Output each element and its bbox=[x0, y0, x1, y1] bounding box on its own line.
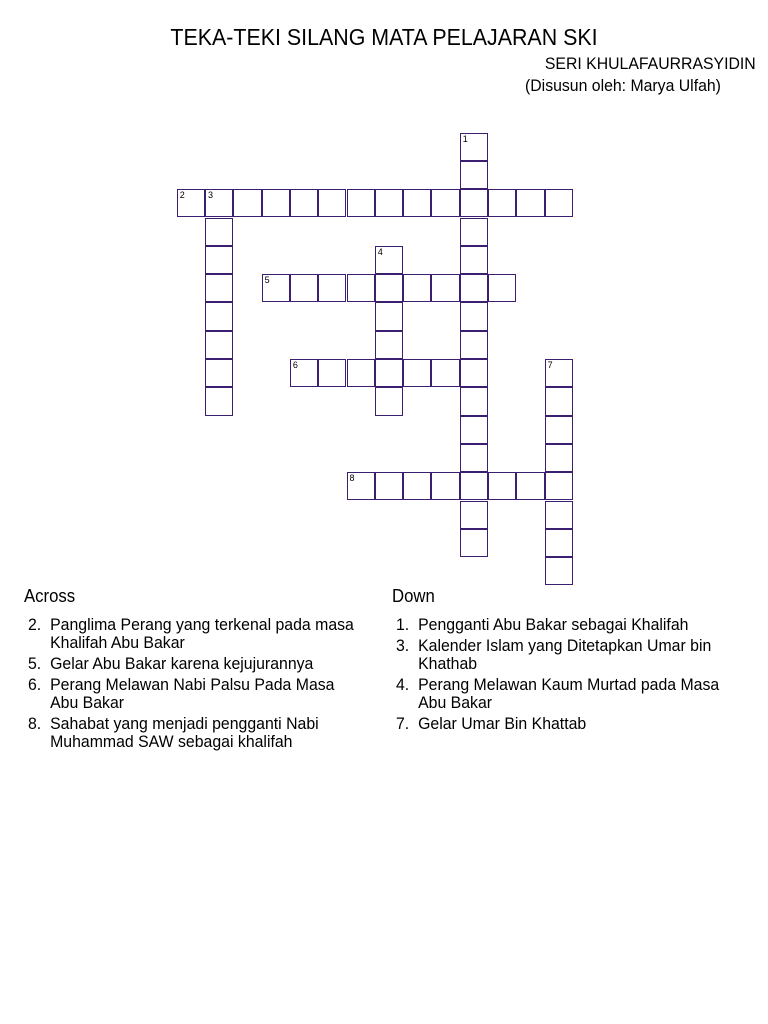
grid-cell[interactable] bbox=[545, 416, 573, 444]
down-clue bbox=[396, 715, 737, 733]
grid-cell[interactable] bbox=[262, 274, 290, 302]
grid-cell[interactable] bbox=[545, 189, 573, 217]
grid-cell[interactable] bbox=[375, 246, 403, 274]
grid-cell[interactable] bbox=[545, 529, 573, 557]
grid-cell[interactable] bbox=[205, 359, 233, 387]
across-clue bbox=[28, 715, 359, 751]
grid-cell[interactable] bbox=[177, 189, 205, 217]
clue-number: 4 bbox=[377, 246, 383, 257]
grid-cell[interactable] bbox=[460, 218, 488, 246]
clue-text: Perang Melawan Kaum Murtad pada Masa Abu Bakar bbox=[418, 676, 720, 712]
grid-cell[interactable] bbox=[431, 359, 459, 387]
grid-cell[interactable] bbox=[347, 472, 375, 500]
grid-cell[interactable] bbox=[545, 359, 573, 387]
clue-number-label: 3. bbox=[396, 637, 410, 655]
grid-cell[interactable] bbox=[545, 557, 573, 585]
grid-cell[interactable] bbox=[375, 472, 403, 500]
grid-cell[interactable] bbox=[318, 189, 346, 217]
clue-number: 6 bbox=[292, 360, 298, 370]
grid-cell[interactable] bbox=[347, 359, 375, 387]
grid-cell[interactable] bbox=[460, 444, 488, 472]
grid-cell[interactable] bbox=[516, 472, 544, 500]
grid-cell[interactable] bbox=[460, 246, 488, 274]
clue-text: Perang Melawan Nabi Palsu Pada Masa Abu Bakar bbox=[50, 676, 335, 712]
grid-cell[interactable] bbox=[233, 189, 261, 217]
down-heading: Down bbox=[392, 586, 435, 606]
clue-number-label: 5. bbox=[28, 655, 42, 673]
clue-number-label: 1. bbox=[396, 616, 410, 634]
grid-cell[interactable] bbox=[205, 331, 233, 359]
grid-cell[interactable] bbox=[431, 274, 459, 302]
grid-cell[interactable] bbox=[403, 189, 431, 217]
grid-cell[interactable] bbox=[375, 302, 403, 330]
grid-cell[interactable] bbox=[488, 274, 516, 302]
grid-cell[interactable] bbox=[460, 387, 488, 415]
grid-cell[interactable] bbox=[460, 274, 488, 302]
grid-cell[interactable] bbox=[431, 472, 459, 500]
clue-number: 1 bbox=[462, 133, 468, 144]
grid-cell[interactable] bbox=[460, 331, 488, 359]
grid-cell[interactable] bbox=[205, 246, 233, 274]
grid-cell[interactable] bbox=[375, 359, 403, 387]
grid-cell[interactable] bbox=[262, 189, 290, 217]
grid-cell[interactable] bbox=[545, 501, 573, 529]
down-clue-list bbox=[396, 616, 751, 736]
grid-cell[interactable] bbox=[205, 302, 233, 330]
grid-cell[interactable] bbox=[460, 161, 488, 189]
author-subtitle: (Disusun oleh: Marya Ulfah) bbox=[525, 76, 721, 95]
grid-cell[interactable] bbox=[431, 189, 459, 217]
clue-number-label: 6. bbox=[28, 676, 42, 694]
grid-cell[interactable] bbox=[545, 387, 573, 415]
across-clue bbox=[28, 676, 359, 712]
page-title: TEKA-TEKI SILANG MATA PELAJARAN SKI bbox=[170, 24, 598, 50]
grid-cell[interactable] bbox=[375, 387, 403, 415]
grid-cell[interactable] bbox=[460, 529, 488, 557]
clue-number: 3 bbox=[208, 190, 214, 201]
grid-cell[interactable] bbox=[460, 302, 488, 330]
grid-cell[interactable] bbox=[488, 472, 516, 500]
down-clue bbox=[396, 616, 737, 634]
grid-cell[interactable] bbox=[318, 359, 346, 387]
grid-cell[interactable] bbox=[460, 359, 488, 387]
series-subtitle: SERI KHULAFAURRASYIDIN bbox=[545, 54, 756, 73]
grid-cell[interactable] bbox=[205, 387, 233, 415]
clue-number: 2 bbox=[179, 190, 185, 201]
grid-cell[interactable] bbox=[318, 274, 346, 302]
grid-cell[interactable] bbox=[403, 359, 431, 387]
grid-cell[interactable] bbox=[488, 189, 516, 217]
grid-cell[interactable] bbox=[516, 189, 544, 217]
grid-cell[interactable] bbox=[460, 472, 488, 500]
clue-number: 8 bbox=[349, 473, 355, 484]
across-clue-list bbox=[28, 616, 373, 754]
clue-number-label: 7. bbox=[396, 715, 410, 733]
clue-number-label: 2. bbox=[28, 616, 42, 634]
grid-cell[interactable] bbox=[290, 274, 318, 302]
clue-text: Sahabat yang menjadi pengganti Nabi Muhammad SAW sebagai khalifah bbox=[50, 715, 319, 751]
clue-text: Pengganti Abu Bakar sebagai Khalifah bbox=[418, 616, 689, 634]
clue-number-label: 4. bbox=[396, 676, 410, 694]
clue-text: Gelar Umar Bin Khattab bbox=[418, 715, 587, 733]
down-clue bbox=[396, 676, 737, 712]
grid-cell[interactable] bbox=[290, 189, 318, 217]
grid-cell[interactable] bbox=[375, 189, 403, 217]
clue-text: Gelar Abu Bakar karena kejujurannya bbox=[50, 655, 314, 673]
grid-cell[interactable] bbox=[205, 189, 233, 217]
across-clue bbox=[28, 616, 359, 652]
grid-cell[interactable] bbox=[375, 331, 403, 359]
grid-cell[interactable] bbox=[460, 501, 488, 529]
grid-cell[interactable] bbox=[460, 133, 488, 161]
grid-cell[interactable] bbox=[545, 444, 573, 472]
down-clue bbox=[396, 637, 737, 673]
grid-cell[interactable] bbox=[290, 359, 318, 387]
across-heading: Across bbox=[24, 586, 76, 606]
grid-cell[interactable] bbox=[545, 472, 573, 500]
grid-cell[interactable] bbox=[347, 274, 375, 302]
grid-cell[interactable] bbox=[460, 416, 488, 444]
grid-cell[interactable] bbox=[205, 218, 233, 246]
clue-number: 7 bbox=[547, 360, 553, 370]
grid-cell[interactable] bbox=[403, 472, 431, 500]
across-clue bbox=[28, 655, 359, 673]
clue-number-label: 8. bbox=[28, 715, 42, 733]
grid-cell[interactable] bbox=[460, 189, 488, 217]
grid-cell[interactable] bbox=[347, 189, 375, 217]
grid-cell[interactable] bbox=[375, 274, 403, 302]
grid-cell[interactable] bbox=[403, 274, 431, 302]
clue-text: Kalender Islam yang Ditetapkan Umar bin Khathab bbox=[418, 637, 712, 673]
grid-cell[interactable] bbox=[205, 274, 233, 302]
clue-number: 5 bbox=[264, 275, 270, 286]
clue-text: Panglima Perang yang terkenal pada masa Khalifah Abu Bakar bbox=[50, 616, 354, 652]
